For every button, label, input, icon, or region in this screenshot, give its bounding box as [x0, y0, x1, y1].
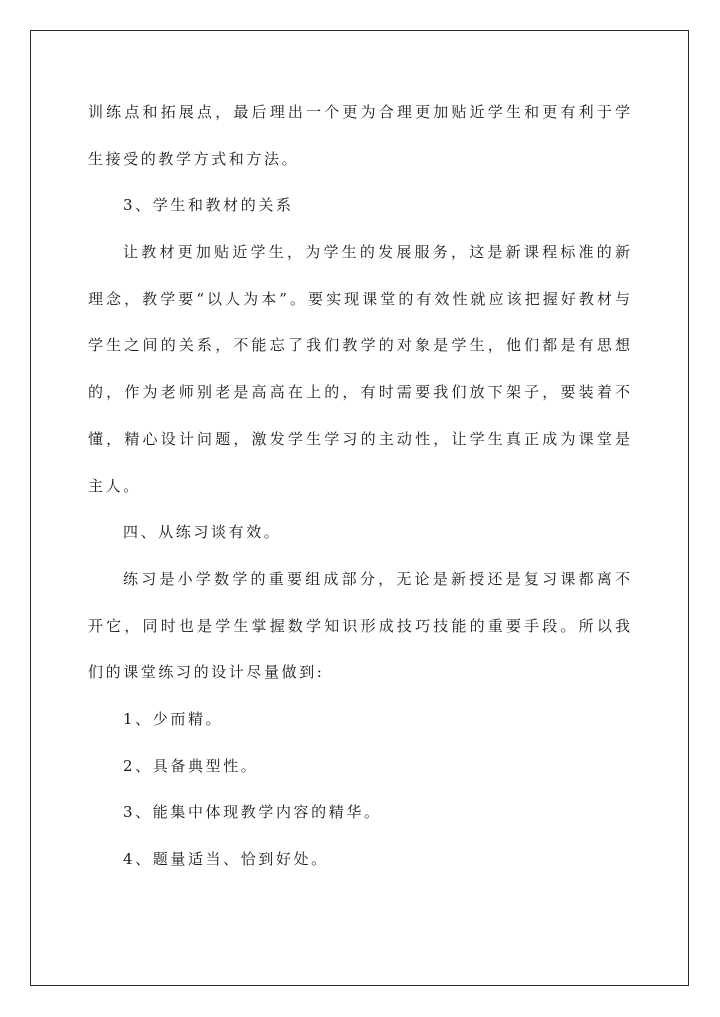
- text-line: 学生之间的关系，不能忘了我们教学的对象是学生，他们都是有思想: [88, 336, 630, 355]
- list-item: 1、少而精。: [123, 709, 224, 728]
- text-line: 主人。: [88, 476, 141, 495]
- text-line: 懂，精心设计问题，激发学生学习的主动性，让学生真正成为课堂是: [88, 429, 630, 448]
- text-line: 开它，同时也是学生掌握数学知识形成技巧技能的重要手段。所以我: [88, 616, 630, 635]
- list-item: 2、具备典型性。: [123, 756, 259, 775]
- text-line: 让教材更加贴近学生，为学生的发展服务，这是新课程标准的新: [123, 243, 630, 262]
- text-line: 训练点和拓展点，最后理出一个更为合理更加贴近学生和更有利于学: [88, 103, 630, 121]
- section-heading: 四、从练习谈有效。: [123, 523, 282, 542]
- section-heading: 3、学生和教材的关系: [123, 196, 294, 215]
- list-item: 3、能集中体现教学内容的精华。: [123, 803, 382, 822]
- list-item: 4、题量适当、恰到好处。: [123, 850, 329, 868]
- body-text: [88, 89, 630, 883]
- text-line: 的，作为老师别老是高高在上的，有时需要我们放下架子，要装着不: [88, 383, 630, 402]
- text-line: 练习是小学数学的重要组成部分，无论是新授还是复习课都离不: [123, 569, 630, 588]
- text-line: 理念，教学要“以人为本”。要实现课堂的有效性就应该把握好教材与: [88, 289, 630, 308]
- text-line: 们的课堂练习的设计尽量做到:: [88, 663, 325, 682]
- text-line: 生接受的教学方式和方法。: [88, 149, 300, 168]
